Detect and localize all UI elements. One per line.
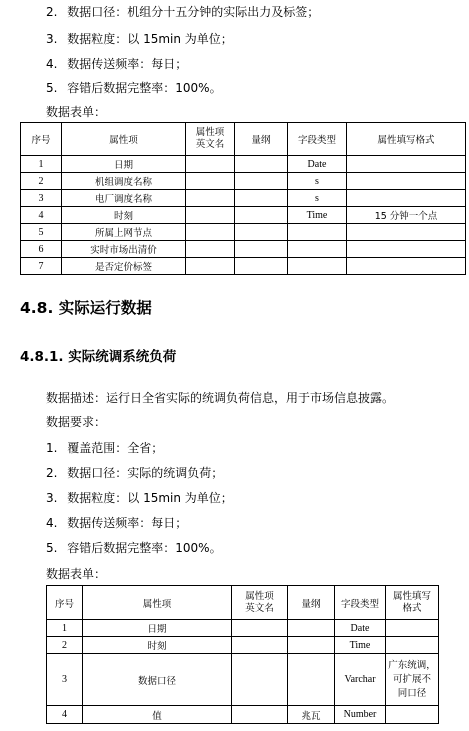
list-item xyxy=(46,439,163,456)
table-cell xyxy=(186,190,235,207)
list-text: 数据传送频率：每日； xyxy=(67,516,188,530)
table-row xyxy=(21,224,466,241)
list-item xyxy=(46,464,223,481)
table-cell: 日期 xyxy=(83,620,232,637)
table-cell xyxy=(186,241,235,258)
table-cell xyxy=(347,173,466,190)
table-cell xyxy=(235,173,288,190)
table-cell xyxy=(288,620,335,637)
list-item xyxy=(46,539,222,556)
column-header: 量纲 xyxy=(235,123,288,156)
table-cell: 是否定价标签 xyxy=(62,258,186,275)
table-cell: 3 xyxy=(47,654,83,706)
list-item xyxy=(46,79,222,96)
table-cell: 2 xyxy=(47,637,83,654)
table-cell: Varchar xyxy=(335,654,386,706)
table-header-row xyxy=(47,586,439,620)
table-cell: 时刻 xyxy=(62,207,186,224)
table-cell xyxy=(232,620,288,637)
list-text: 数据粒度：以 15min 为单位； xyxy=(67,32,233,46)
column-header: 序号 xyxy=(21,123,62,156)
table-row xyxy=(21,190,466,207)
table-row xyxy=(47,620,439,637)
table-cell xyxy=(235,156,288,173)
list-number: 3. xyxy=(46,32,58,46)
table-label: 数据表单： xyxy=(46,105,107,119)
table-cell xyxy=(186,173,235,190)
column-header: 属性项 xyxy=(62,123,186,156)
list-text: 数据传送频率：每日； xyxy=(67,57,188,71)
list-number: 4. xyxy=(46,57,58,71)
list-item xyxy=(46,30,233,47)
table-cell xyxy=(288,258,347,275)
table-cell xyxy=(347,156,466,173)
table-cell: s xyxy=(288,190,347,207)
list-number: 1. xyxy=(46,441,58,455)
list-text: 容错后数据完整率：100%。 xyxy=(67,541,222,555)
table-cell: 15 分钟一个点 xyxy=(347,207,466,224)
table-cell xyxy=(232,654,288,706)
list-text: 数据口径：实际的统调负荷； xyxy=(67,466,224,480)
list-number: 5. xyxy=(46,81,58,95)
subsection-heading: 4.8.1. 实际统调系统负荷 xyxy=(20,349,177,365)
table-cell xyxy=(235,258,288,275)
table-cell: 兆瓦 xyxy=(288,706,335,724)
table-cell: Time xyxy=(335,637,386,654)
table-cell: 电厂调度名称 xyxy=(62,190,186,207)
data-table xyxy=(20,122,466,275)
table-row xyxy=(21,173,466,190)
table-row xyxy=(47,706,439,724)
table-cell xyxy=(235,207,288,224)
table-cell xyxy=(386,706,439,724)
table-cell xyxy=(347,258,466,275)
section-heading: 4.8. 实际运行数据 xyxy=(20,299,152,317)
list-number: 2. xyxy=(46,466,58,480)
table-row xyxy=(47,654,439,706)
table-cell: 4 xyxy=(47,706,83,724)
table-cell: 6 xyxy=(21,241,62,258)
list-number: 5. xyxy=(46,541,58,555)
table-cell: Number xyxy=(335,706,386,724)
list-text: 覆盖范围：全省； xyxy=(67,441,164,455)
column-header: 属性填写 格式 xyxy=(386,586,439,620)
table-cell xyxy=(347,224,466,241)
column-header: 量纲 xyxy=(288,586,335,620)
table-cell: 7 xyxy=(21,258,62,275)
column-header: 属性项 xyxy=(83,586,232,620)
list-number: 4. xyxy=(46,516,58,530)
table-row xyxy=(21,241,466,258)
list-text: 容错后数据完整率：100%。 xyxy=(67,81,222,95)
table-cell xyxy=(288,241,347,258)
table-cell: 所属上网节点 xyxy=(62,224,186,241)
table-cell: 1 xyxy=(21,156,62,173)
table-cell: 3 xyxy=(21,190,62,207)
table-cell xyxy=(232,706,288,724)
table-cell xyxy=(288,224,347,241)
table-cell xyxy=(235,241,288,258)
table-cell xyxy=(232,637,288,654)
table-cell xyxy=(235,224,288,241)
table-cell: Time xyxy=(288,207,347,224)
table-cell: 5 xyxy=(21,224,62,241)
table-cell xyxy=(288,637,335,654)
column-header: 属性填写格式 xyxy=(347,123,466,156)
table-row xyxy=(21,258,466,275)
table-cell xyxy=(386,637,439,654)
list-item xyxy=(46,55,187,72)
table-cell xyxy=(186,156,235,173)
table-cell: 实时市场出清价 xyxy=(62,241,186,258)
table-cell: 值 xyxy=(83,706,232,724)
table-cell xyxy=(347,241,466,258)
table-cell xyxy=(288,654,335,706)
data-table xyxy=(46,585,439,724)
column-header: 字段类型 xyxy=(288,123,347,156)
table-row xyxy=(21,156,466,173)
table-cell: Date xyxy=(288,156,347,173)
table-header-row xyxy=(21,123,466,156)
list-item xyxy=(46,514,187,531)
list-item xyxy=(46,3,319,20)
table-cell: 广东统调， 可扩展不 同口径 xyxy=(386,654,439,706)
table-cell xyxy=(186,207,235,224)
table-cell: 数据口径 xyxy=(83,654,232,706)
table-cell: Date xyxy=(335,620,386,637)
column-header: 属性项 英文名 xyxy=(186,123,235,156)
table-cell xyxy=(186,224,235,241)
column-header: 属性项 英文名 xyxy=(232,586,288,620)
table-cell: 4 xyxy=(21,207,62,224)
list-text: 数据口径：机组分十五分钟的实际出力及标签； xyxy=(67,5,320,19)
table-cell: 1 xyxy=(47,620,83,637)
table-cell: s xyxy=(288,173,347,190)
column-header: 字段类型 xyxy=(335,586,386,620)
table-cell: 机组调度名称 xyxy=(62,173,186,190)
table-cell: 时刻 xyxy=(83,637,232,654)
table-cell xyxy=(347,190,466,207)
list-text: 数据粒度：以 15min 为单位； xyxy=(67,491,233,505)
description-text: 数据描述：运行日全省实际的统调负荷信息，用于市场信息披露。 xyxy=(46,391,395,405)
table-cell: 日期 xyxy=(62,156,186,173)
list-number: 3. xyxy=(46,491,58,505)
table-cell: 2 xyxy=(21,173,62,190)
requirements-label: 数据要求： xyxy=(46,415,107,429)
list-item xyxy=(46,489,233,506)
list-number: 2. xyxy=(46,5,58,19)
table-row xyxy=(21,207,466,224)
column-header: 序号 xyxy=(47,586,83,620)
table-row xyxy=(47,637,439,654)
table-cell xyxy=(235,190,288,207)
table-cell xyxy=(386,620,439,637)
table-label: 数据表单： xyxy=(46,567,107,581)
table-cell xyxy=(186,258,235,275)
